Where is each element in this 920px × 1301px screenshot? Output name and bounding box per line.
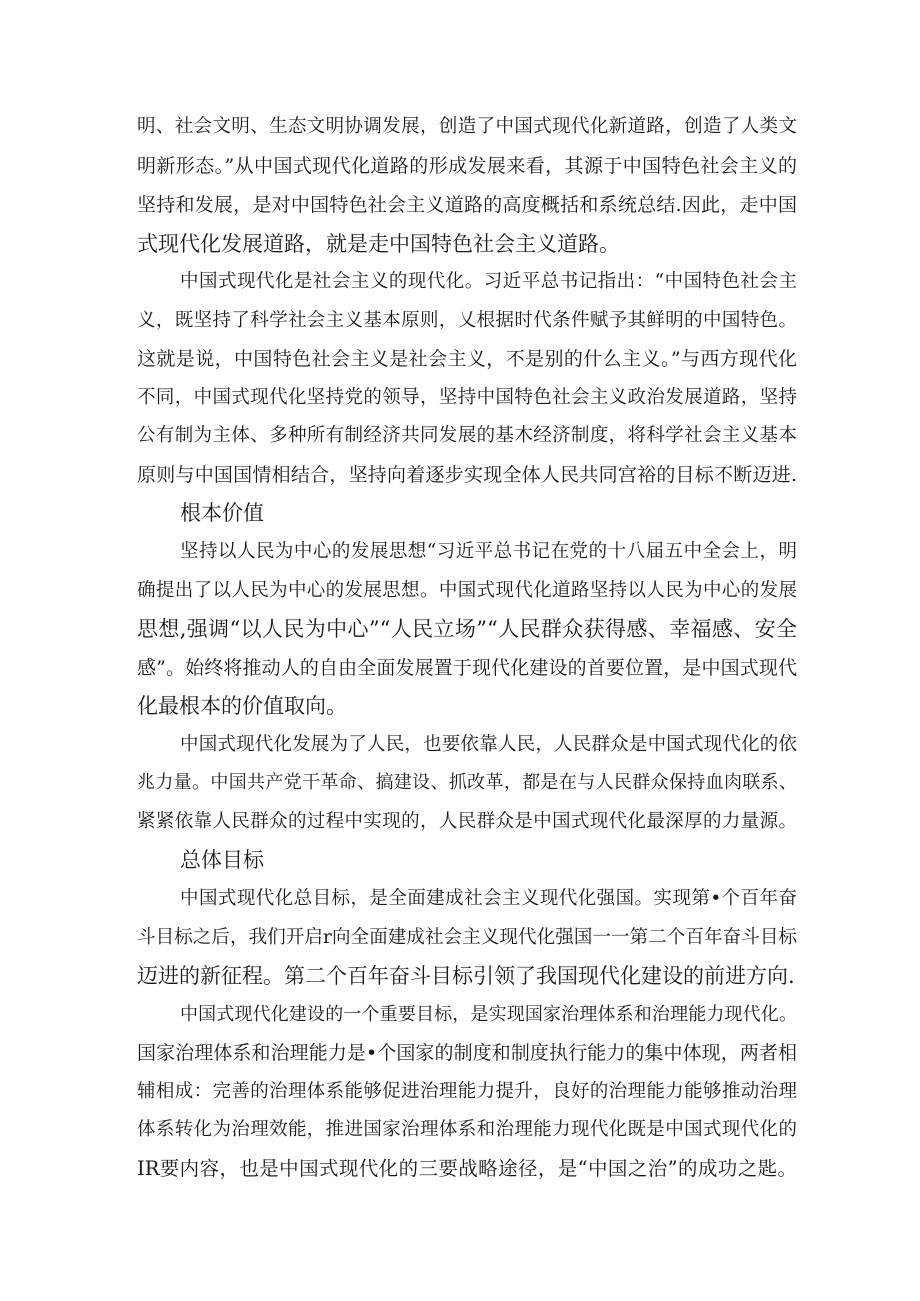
section-heading: 根本价值 [180, 501, 264, 525]
text-line: 思想,强调“以人民为中心”“人民立场”“人民群众获得感、幸福感、安全 [137, 617, 797, 641]
text-line: 斗目标之后，我们开启r向全面建成社会主义现代化强国一一第二个百年奋斗目标 [137, 927, 797, 948]
text-line: 式现代化发展道路，就是走中国特色社会主义道路。 [137, 232, 620, 256]
text-line: 辅相成：完善的治理体系能够促进治理能力提升，良好的治理能力能够推动治理 [137, 1081, 797, 1102]
text-line: 中国式现代化总目标，是全面建成社会主义现代化强国。实现第•个百年奋 [180, 888, 797, 909]
text-line: 中国式现代化发展为了人民，也要依靠人民，人民群众是中国式现代化的依 [180, 734, 797, 755]
text-line: 确提出了以人民为中心的发展思想。中国式现代化道路坚持以人民为中心的发展 [137, 580, 797, 601]
text-line: 中国式现代化是社会主义的现代化。习近平总书记指出：“中国特色社会主 [180, 271, 797, 292]
text-line: 化最根本的价值取向。 [137, 694, 347, 718]
text-line: 不同，中国式现代化坚持党的领导，坚持中国特色社会主义政治发展道路，坚持 [137, 387, 797, 408]
section-heading: 总体目标 [180, 848, 264, 872]
text-line: 义，既坚持了科学社会主义基本原则，乂根据时代条件赋予其鲜明的中国特色。 [137, 310, 797, 331]
text-line: 公有制为主体、多种所有制经济共同发展的基木经济制度，将科学社会主义基本 [137, 425, 797, 446]
text-line: 体系转化为治理效能，推进国家治理体系和治理能力现代化既是中国式现代化的 [137, 1119, 797, 1140]
text-line: 原则与中国国情相结合，坚持向着逐步实现全体人民共同宫裕的目标不断迈进. [137, 464, 797, 486]
text-line: 紧紧依靠人民群众的过程中实现的，人民群众是中国式现代化最深厚的力量源。 [137, 811, 797, 832]
text-line: 国家治理体系和治理能力是•个国家的制度和制度执行能力的集中体现，两者相 [137, 1042, 797, 1064]
text-line: 明新形态。”从中国式现代化道路的形成发展来看，其源于中国特色社会主义的 [137, 155, 797, 177]
text-line: 感”。始终将推动人的自由全面发展置于现代化建设的首要位置，是中国式现代 [137, 657, 797, 679]
text-line: IR要内容，也是中国式现代化的三要战略途径，是“中国之治”的成功之匙。 [137, 1157, 797, 1180]
text-line: 中国式现代化建设的一个重要目标，是实现国家治理体系和治理能力现代化。 [180, 1004, 797, 1025]
text-line: 迈进的新征程。第二个百年奋斗目标引领了我国现代化建设的前进方向. [137, 964, 795, 988]
text-line: 这就是说，中国特色社会主义是社会主义，不是别的什么主义。”与西方现代化 [137, 348, 797, 370]
text-line: 兆力量。中国共产党干革命、搞建设、抓改革，都是在与人民群众保持血肉联系、 [137, 772, 797, 793]
text-line: 坚持和发展，是对中国特色社会主义道路的高度概括和系统总结.因此，走中国 [137, 194, 797, 216]
text-line: 明、社会文明、生态文明协调发展，创造了中国式现代化新道路，创造了人类文 [137, 116, 797, 137]
text-line: 坚持以人民为中心的发展思想“习近平总书记在党的十八届五中全会上，明 [180, 541, 797, 562]
